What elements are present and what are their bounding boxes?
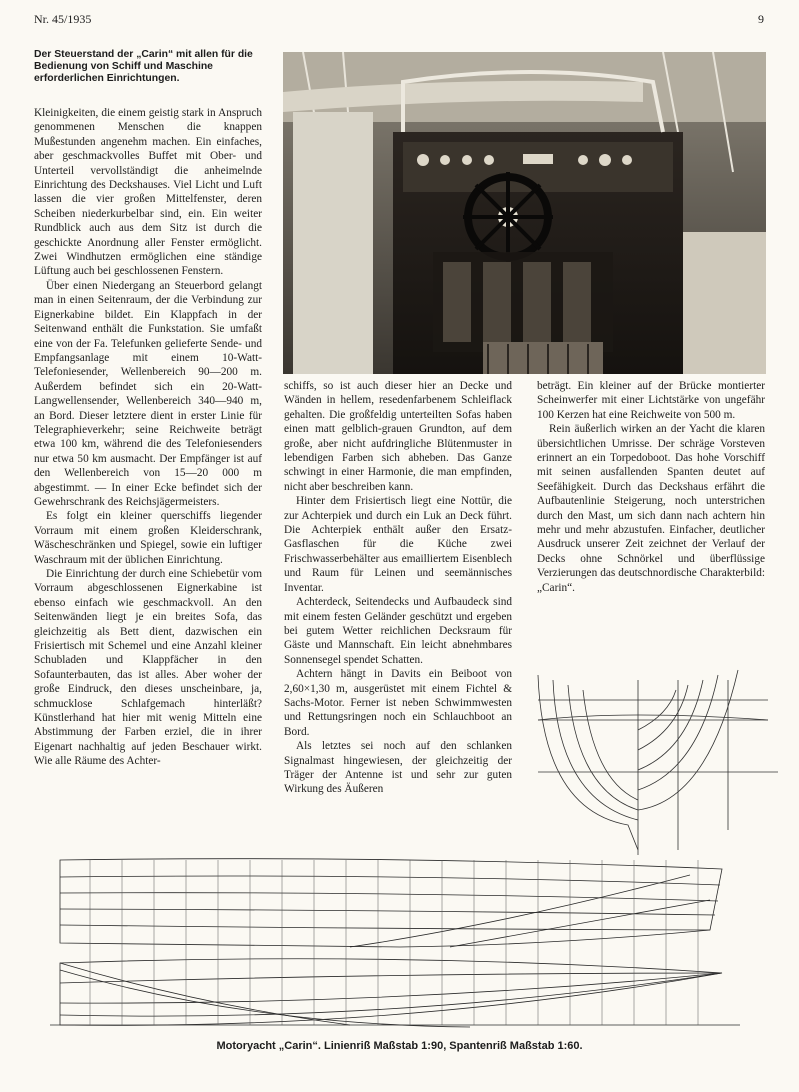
- paragraph: Als letztes sei noch auf den schlanken Signalmast hingewiesen, der gleichzeitig der Träger der Antenne ist und sehr zur guten Wirkung des Äußeren: [284, 740, 512, 796]
- paragraph: Rein äußerlich wirken an der Yacht die klaren übersichtlichen Umrisse. Der schräge Vorsteven erinnert an ein Torpedoboot. Das hohe Vorschiff mit seinen ausfallenden Spanten deutet auf Seefähigkeit. Durch das Deckshaus erfährt die Aufbautenlinie Steigerung, noch unterstrichen durch den Mast, um sich dann nach achtern hin mehr und mehr abzustufen. Einfacher, deutlicher Ausdruck unserer Zeit zeichnet der Verlauf der Decks ohne Schnörkel und überflüssige Verzierungen das deutschnordische Charakterbild: „Carin“.: [537, 423, 765, 594]
- paragraph: beträgt. Ein kleiner auf der Brücke montierter Scheinwerfer mit einer Lichtstärke von ungefähr 100 Kerzen hat eine Reichweite von 500 m.: [537, 380, 765, 421]
- page-number: 9: [758, 12, 764, 26]
- paragraph: schiffs, so ist auch dieser hier an Decke und Wänden in hellem, resedenfarbenem Schleiflack gehalten. Die großfeldig unterteilten Sofas haben einen matt gelblich-grauen Grundton, auf dem große, aber nicht aufdringliche Blütenmuster in lebendigen Farben sich abheben. Das Ganze schwingt in einer Harmonie, die man empfinden, nicht aber beschreiben kann.: [284, 380, 512, 493]
- paragraph: Die Einrichtung der durch eine Schiebetür vom Vorraum abgeschlossenen Eignerkabine ist ebenso einfach wie geschmackvoll. An den Seitenwänden liegt je ein breites Sofa, das gleichzeitig als Bett dient, dazwischen ein Frisiertisch mit Schemel und eine Anzahl kleiner Schubladen und Klappfächer in den Sofaunterbauten, das ist alles. Aber woher der große Eindruck, den dieses unscheinbare, ja, schmucklose Schlafgemach hinterläßt? Künstlerhand hat hier mit wenig Mitteln eine Abstimmung der Farben erziel, die in ihrer Eigenart nachhaltig auf jeden Beschauer wirkt. Wie alle Räume des Achter-: [34, 568, 262, 768]
- text-column-2: [284, 379, 512, 797]
- paragraph: Kleinigkeiten, die einem geistig stark in Anspruch genommenen Menschen die knappen Mußestunden angenehm machen. Ein einfaches, aber geschmackvolles Buffet mit Ober- und Unterteil vervollständigt die anheimelnde Einrichtung des Deckshauses. Viel Licht und Luft lassen die vier großen Mittelfenster, deren Scheiben niederkurbelbar sind, ein. Ein weiter Rundblick auch aus dem Sitz ist durch die geschickte Anordnung aller Fenster ermöglicht. Zwei Windhutzen ermöglichen eine ständige Lüftung auch bei geschlossenen Fenstern.: [34, 107, 262, 278]
- paragraph: Achterdeck, Seitendecks und Aufbaudeck sind mit einem festen Geländer geschützt und ergeben bei gutem Wetter reichlichen Decksraum für Gäste und Mannschaft. Ein leicht abnehmbares Sonnensegel spendet Schatten.: [284, 596, 512, 666]
- issue-number: Nr. 45/1935: [34, 12, 92, 26]
- body-plan-drawing: [528, 660, 778, 860]
- paragraph: Hinter dem Frisiertisch liegt eine Nottür, die zur Achterpiek und durch ein Luk an Deck führt. Die Achterpiek enthält außer den Ersatz-Gasflaschen für die Küche zwei Frischwasserbehälter aus emailliertem Eisenblech und Raum für Leinen und seemännisches Inventar.: [284, 495, 512, 594]
- helm-photo: [283, 52, 766, 374]
- paragraph: Es folgt ein kleiner querschiffs liegender Vorraum mit einem großen Kleiderschrank, Wäscheschränken und Spiegel, sowie ein luftiger Waschraum mit der üblichen Einrichtung.: [34, 510, 262, 566]
- figure-caption: Motoryacht „Carin“. Linienriß Maßstab 1:90, Spantenriß Maßstab 1:60.: [216, 1040, 583, 1052]
- text-column-3: [537, 379, 765, 595]
- lines-plan-drawing: [50, 855, 750, 1035]
- paragraph: Über einen Niedergang an Steuerbord gelangt man in einen Seitenraum, der die Verbindung zur Eignerkabine bildet. Ein Klappfach in der Seitenwand enthält die Funkstation. Sie umfaßt eine von der Fa. Telefunken gelieferte Sende- und Empfangsanlage mit einem 10-Watt-Telefoniesender, Wellenbereich 90—200 m. Außerdem befindet sich ein 20-Watt-Langwellensender, Wellenbereich 340—940 m, an Bord. Dieser letztere dient in erster Linie für Telegraphieverkehr; seine Reichweite beträgt etwa 100 km, während die des Telefoniesenders nur etwa 50 km ausmacht. Der Empfänger ist auf den Wellenbereich von 15—20 000 m abgestimmt. — In einer Ecke befindet sich der Gewehrschrank des Reichsjägermeisters.: [34, 279, 262, 508]
- text-column-1: [34, 106, 262, 769]
- paragraph: Achtern hängt in Davits ein Beiboot von 2,60×1,30 m, ausgerüstet mit einem Fichtel & Sachs-Motor. Ferner ist neben Schwimmwesten und Rettungsringen noch ein Schlauchboot an Bord.: [284, 668, 512, 738]
- photo-caption: Der Steuerstand der „Carin“ mit allen für die Bedienung von Schiff und Maschine erforderlichen Einrichtungen.: [34, 49, 253, 84]
